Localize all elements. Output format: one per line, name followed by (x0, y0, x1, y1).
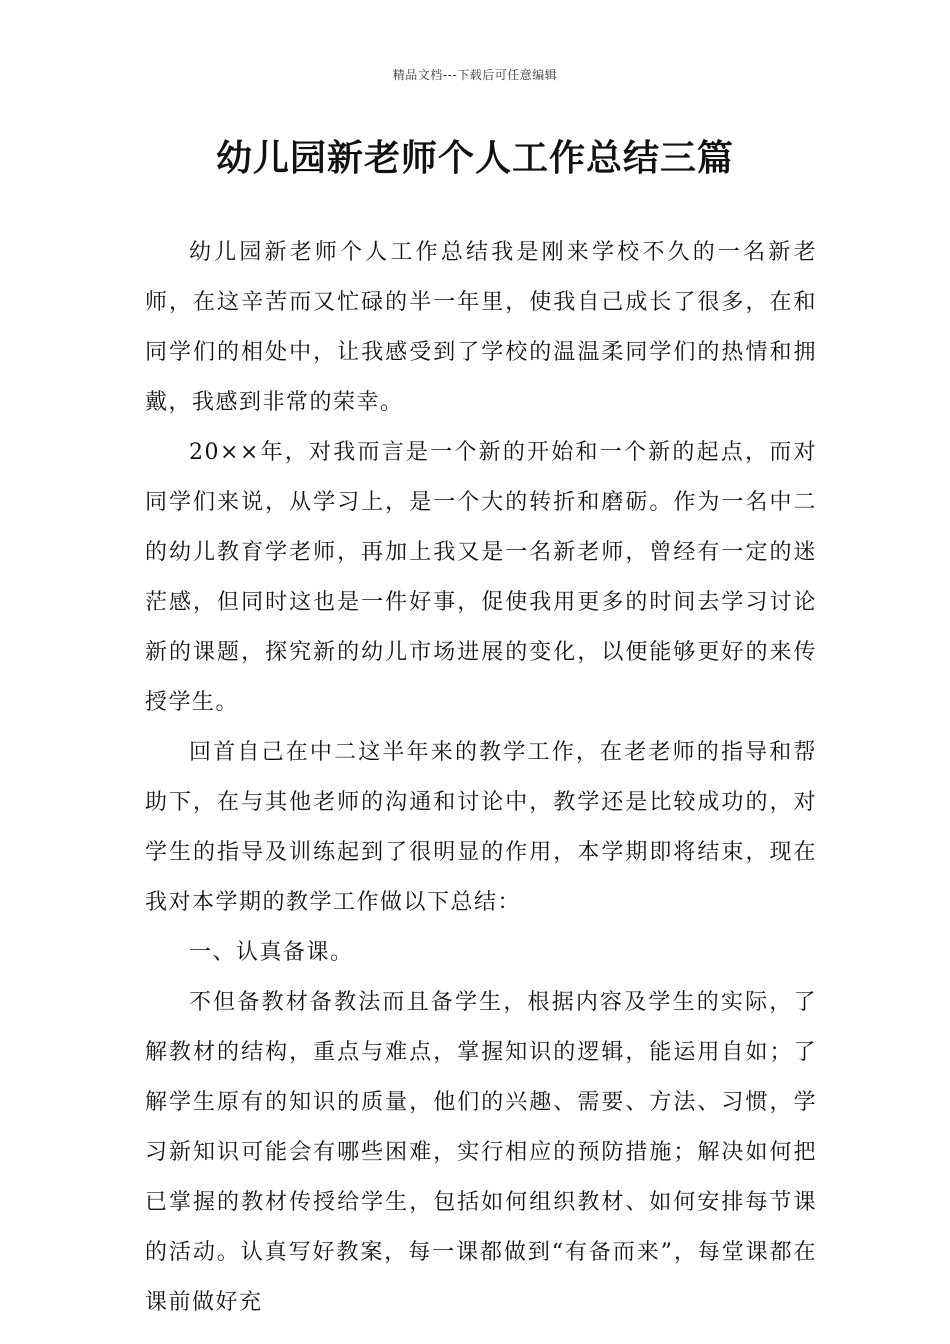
section-heading-1: 一、认真备课。 (189, 940, 354, 965)
header-note: 精品文档---下载后可任意编辑 (392, 68, 558, 82)
paragraph-4: 不但备教材备教法而且备学生，根据内容及学生的实际，了解教材的结构，重点与难点，掌握知识的逻辑，能运用自如；了解学生原有的知识的质量，他们的兴趣、需要、方法、习惯，学习新知识可能会有哪些困难，实行相应的预防措施；解决如何把已掌握的教材传授给学生，包括如何组织教材、如何安排每节课的活动。认真写好教案，每一课都做到“有备而来”，每堂课都在课前做好充 (145, 990, 817, 1315)
paragraph-1: 幼儿园新老师个人工作总结我是刚来学校不久的一名新老师，在这辛苦而又忙碌的半一年里，使我自己成长了很多，在和同学们的相处中，让我感受到了学校的温温柔同学们的热情和拥戴，我感到非常的荣幸。 (145, 240, 817, 415)
document-body (145, 228, 817, 1328)
document-title: 幼儿园新老师个人工作总结三篇 (215, 138, 734, 179)
paragraph-2: 20××年，对我而言是一个新的开始和一个新的起点，而对同学们来说，从学习上，是一个大的转折和磨砺。作为一名中二的幼儿教育学老师，再加上我又是一名新老师，曾经有一定的迷茫感，但同时这也是一件好事，促使我用更多的时间去学习讨论新的课题，探究新的幼儿市场进展的变化，以便能够更好的来传授学生。 (145, 440, 817, 715)
paragraph-3: 回首自己在中二这半年来的教学工作，在老老师的指导和帮助下，在与其他老师的沟通和讨论中，教学还是比较成功的，对学生的指导及训练起到了很明显的作用，本学期即将结束，现在我对本学期的教学工作做以下总结： (145, 740, 817, 915)
